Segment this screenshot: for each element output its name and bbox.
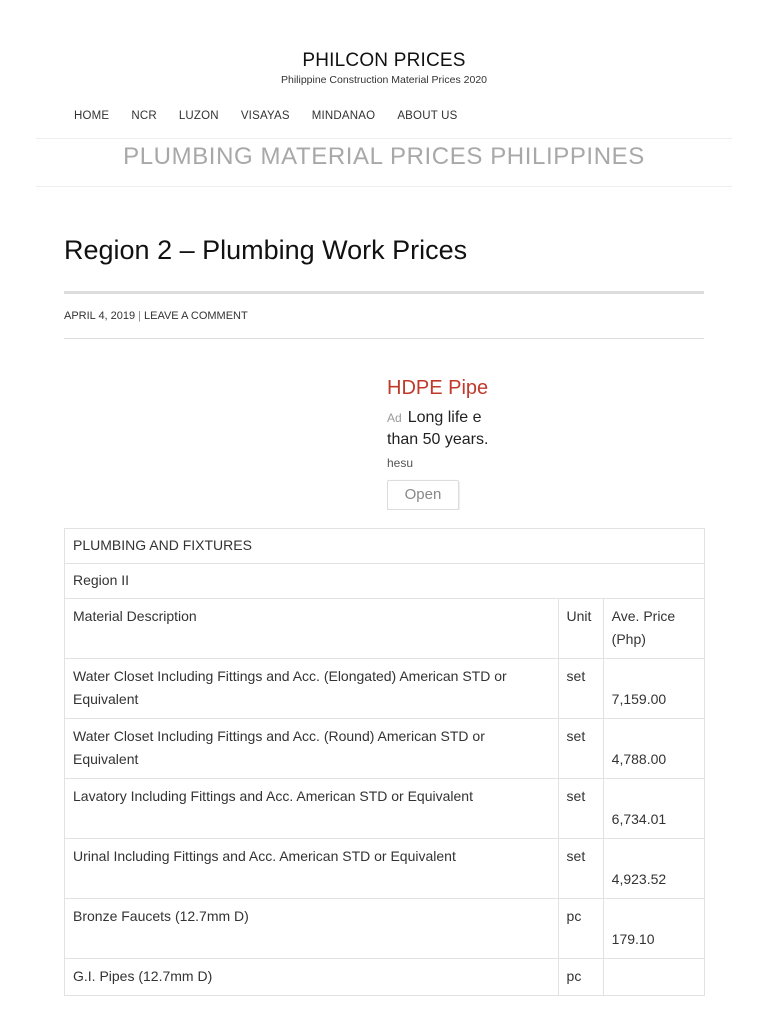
table-row	[65, 719, 705, 779]
ad-card[interactable]	[387, 375, 497, 510]
title-divider	[64, 291, 704, 294]
nav-item-home[interactable]: HOME	[74, 110, 110, 122]
ad-source: hesu	[387, 456, 414, 470]
row-unit: pc	[558, 959, 603, 996]
row-description: G.I. Pipes (12.7mm D)	[65, 959, 559, 996]
post-meta	[64, 309, 704, 339]
table-row	[65, 779, 705, 839]
ad-open-button[interactable]: Open	[387, 480, 459, 510]
row-description: Bronze Faucets (12.7mm D)	[65, 899, 559, 959]
post-title: Region 2 – Plumbing Work Prices	[64, 235, 468, 265]
page-banner-title: PLUMBING MATERIAL PRICES PHILIPPINES	[123, 143, 645, 170]
post-date-link[interactable]: APRIL 4, 2019	[64, 310, 136, 322]
table-section-row	[65, 529, 705, 564]
row-price-cell	[603, 779, 704, 839]
table-row	[65, 899, 705, 959]
column-header-price: Ave. Price (Php)	[603, 599, 704, 659]
table-row	[65, 839, 705, 899]
site-title[interactable]: PHILCON PRICES	[302, 50, 466, 71]
row-description: Lavatory Including Fittings and Acc. American STD or Equivalent	[65, 779, 559, 839]
site-header	[0, 0, 768, 86]
row-price: 6,734.01	[611, 811, 667, 827]
row-unit: set	[558, 719, 603, 779]
ad-badge: Ad	[387, 411, 402, 425]
ad-body	[387, 407, 497, 451]
post-content	[64, 233, 704, 996]
table-row	[65, 659, 705, 719]
nav-item-about-us[interactable]: ABOUT US	[397, 110, 458, 122]
nav-item-mindanao[interactable]: MINDANAO	[311, 110, 376, 122]
row-price-cell	[603, 959, 704, 996]
nav-item-luzon[interactable]: LUZON	[178, 110, 219, 122]
row-unit: set	[558, 659, 603, 719]
ad-headline[interactable]: HDPE Pipe	[387, 377, 489, 399]
row-unit: set	[558, 839, 603, 899]
row-unit: set	[558, 779, 603, 839]
main-nav	[36, 108, 732, 139]
row-description: Water Closet Including Fittings and Acc. (Elongated) American STD or Equivalent	[65, 659, 559, 719]
nav-item-ncr[interactable]: NCR	[131, 110, 157, 122]
leave-comment-link[interactable]: LEAVE A COMMENT	[144, 310, 248, 322]
row-price-cell	[603, 659, 704, 719]
advertisement	[64, 339, 704, 528]
row-description: Water Closet Including Fittings and Acc. (Round) American STD or Equivalent	[65, 719, 559, 779]
nav-item-visayas[interactable]: VISAYAS	[240, 110, 290, 122]
row-price: 7,159.00	[611, 691, 667, 707]
row-price-cell	[603, 899, 704, 959]
column-header-unit: Unit	[558, 599, 603, 659]
ad-body-line1: Long life e	[407, 409, 482, 426]
table-row	[65, 959, 705, 996]
table-section-header: PLUMBING AND FIXTURES	[65, 529, 705, 564]
site-tagline: Philippine Construction Material Prices 2020	[280, 74, 488, 86]
row-price: 179.10	[611, 931, 655, 947]
row-price	[612, 965, 696, 988]
ad-body-line2: than 50 years.	[387, 431, 489, 448]
table-region-row	[65, 564, 705, 599]
row-price: 4,923.52	[611, 871, 667, 887]
table-header-row	[65, 599, 705, 659]
price-table	[64, 528, 705, 996]
row-price-cell	[603, 719, 704, 779]
table-region: Region II	[65, 564, 705, 599]
row-unit: pc	[558, 899, 603, 959]
row-price-cell	[603, 839, 704, 899]
meta-separator: |	[138, 310, 141, 322]
row-price: 4,788.00	[611, 751, 667, 767]
column-header-description: Material Description	[65, 599, 559, 659]
row-description: Urinal Including Fittings and Acc. American STD or Equivalent	[65, 839, 559, 899]
page-banner	[36, 139, 732, 187]
